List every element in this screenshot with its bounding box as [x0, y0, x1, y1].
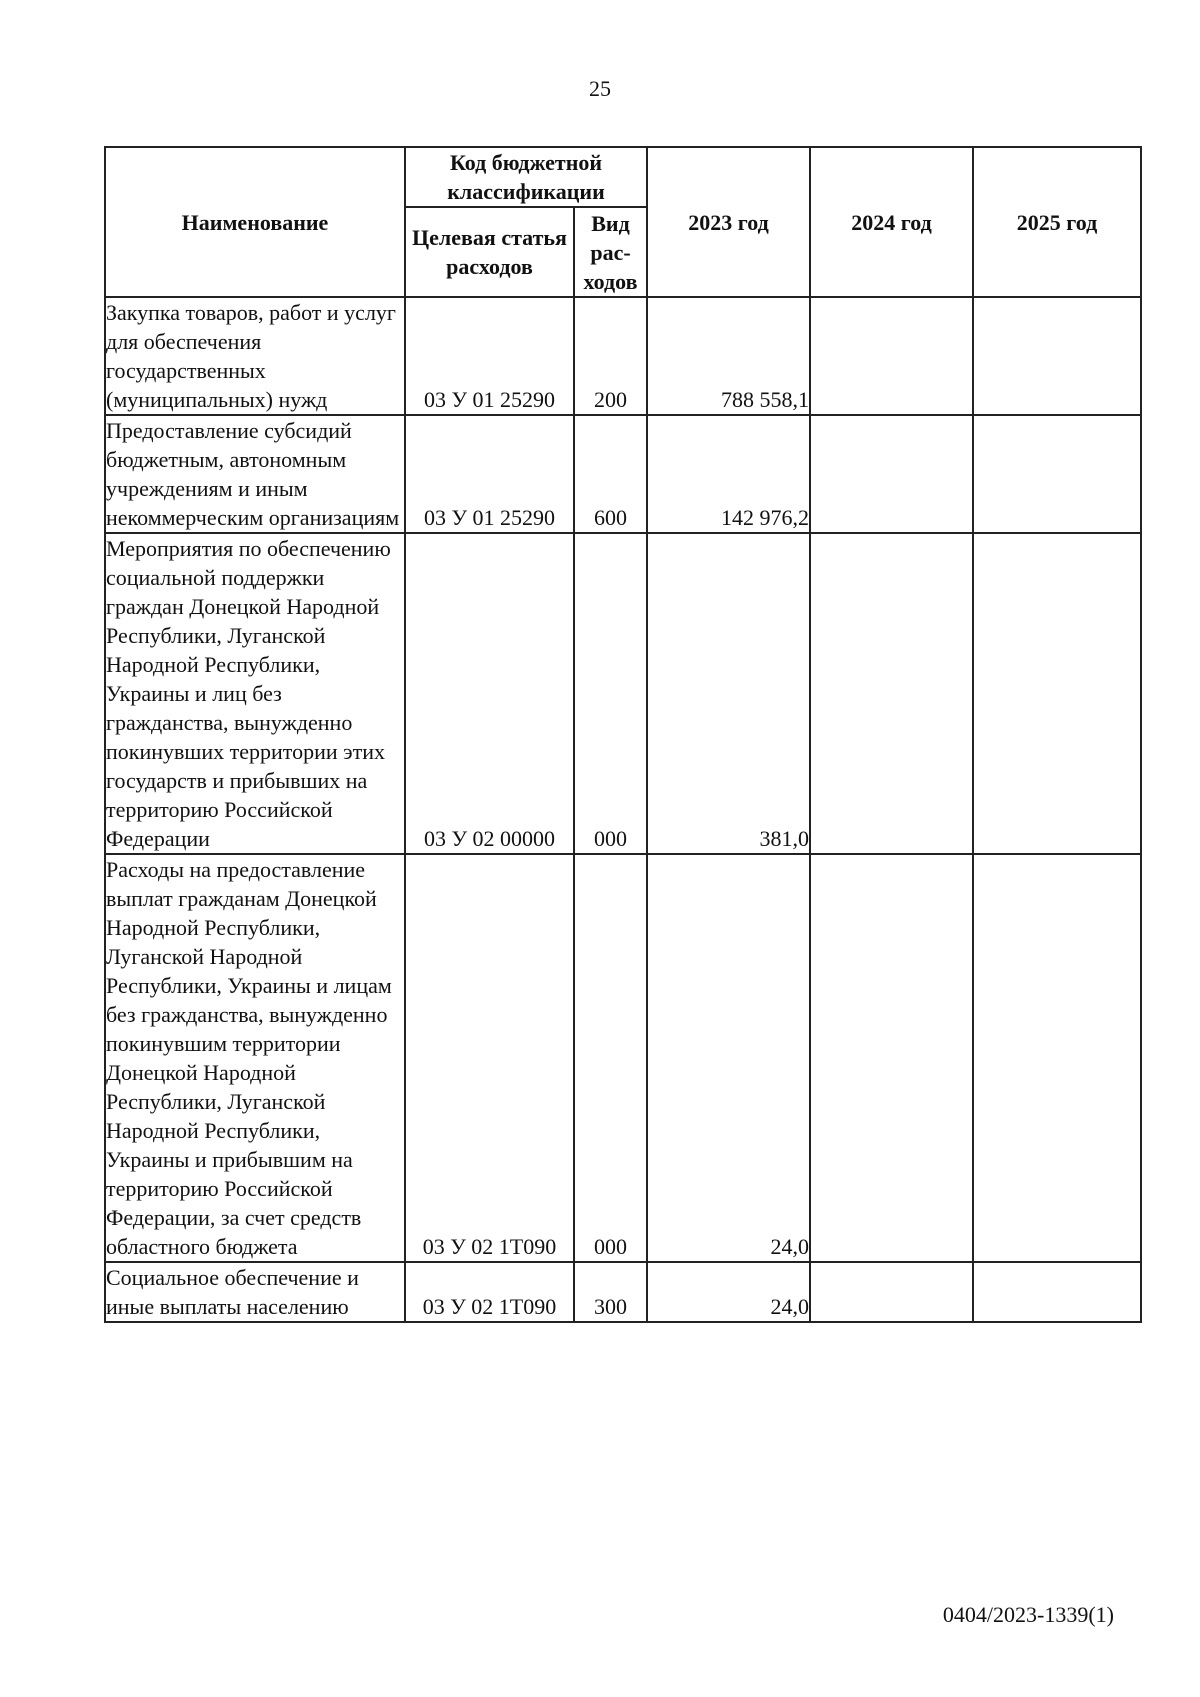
row-amount-2024	[810, 533, 973, 854]
row-amount-2024	[810, 415, 973, 533]
row-name: Предоставление субсидий бюджетным, автономным учреждениям и иным некоммерческим организациям	[105, 415, 405, 533]
table-row	[105, 297, 1141, 415]
row-target-article: 03 У 02 00000	[405, 533, 574, 854]
table-row	[105, 854, 1141, 1262]
header-target-article: Целевая статья расходов	[405, 207, 574, 297]
row-name: Социальное обеспечение и иные выплаты населению	[105, 1262, 405, 1322]
row-expense-type: 200	[574, 297, 647, 415]
row-amount-2024	[810, 1262, 973, 1322]
row-expense-type: 000	[574, 533, 647, 854]
row-amount-2023: 24,0	[647, 854, 810, 1262]
row-target-article: 03 У 02 1Т090	[405, 1262, 574, 1322]
page-number: 25	[589, 76, 611, 101]
row-amount-2024	[810, 297, 973, 415]
row-amount-2024	[810, 854, 973, 1262]
row-name: Закупка товаров, работ и услуг для обеспечения государственных (муниципальных) нужд	[105, 297, 405, 415]
row-amount-2025	[973, 1262, 1141, 1322]
header-name: Наименование	[105, 147, 405, 297]
row-name: Расходы на предоставление выплат гражданам Донецкой Народной Республики, Луганской Народной Республики, Украины и лицам без гражданства, вынужденно покинувшим территории Донецкой Народной Республики, Луганской Народной Республики, Украины и прибывшим на территорию Российской Федерации, за счет средств областного бюджета	[105, 854, 405, 1262]
row-amount-2025	[973, 854, 1141, 1262]
header-2023: 2023 год	[647, 147, 810, 297]
row-amount-2025	[973, 533, 1141, 854]
row-expense-type: 300	[574, 1262, 647, 1322]
row-expense-type: 600	[574, 415, 647, 533]
row-amount-2023: 142 976,2	[647, 415, 810, 533]
row-name: Мероприятия по обеспечению социальной поддержки граждан Донецкой Народной Республики, Луганской Народной Республики, Украины и лиц без гражданства, вынужденно покинувших территории этих государств и прибывших на территорию Российской Федерации	[105, 533, 405, 854]
document-number: 0404/2023-1339(1)	[942, 1602, 1114, 1627]
budget-table	[104, 146, 1142, 1323]
header-2024: 2024 год	[810, 147, 973, 297]
table-row	[105, 415, 1141, 533]
header-2025: 2025 год	[973, 147, 1141, 297]
row-amount-2023: 381,0	[647, 533, 810, 854]
header-budget-code: Код бюджетной классификации	[405, 147, 647, 207]
row-amount-2025	[973, 297, 1141, 415]
row-amount-2023: 788 558,1	[647, 297, 810, 415]
row-target-article: 03 У 01 25290	[405, 415, 574, 533]
header-expense-type: Вид рас-ходов	[574, 207, 647, 297]
row-amount-2023: 24,0	[647, 1262, 810, 1322]
row-target-article: 03 У 02 1Т090	[405, 854, 574, 1262]
row-target-article: 03 У 01 25290	[405, 297, 574, 415]
row-amount-2025	[973, 415, 1141, 533]
table-row	[105, 1262, 1141, 1322]
row-expense-type: 000	[574, 854, 647, 1262]
table-row	[105, 533, 1141, 854]
